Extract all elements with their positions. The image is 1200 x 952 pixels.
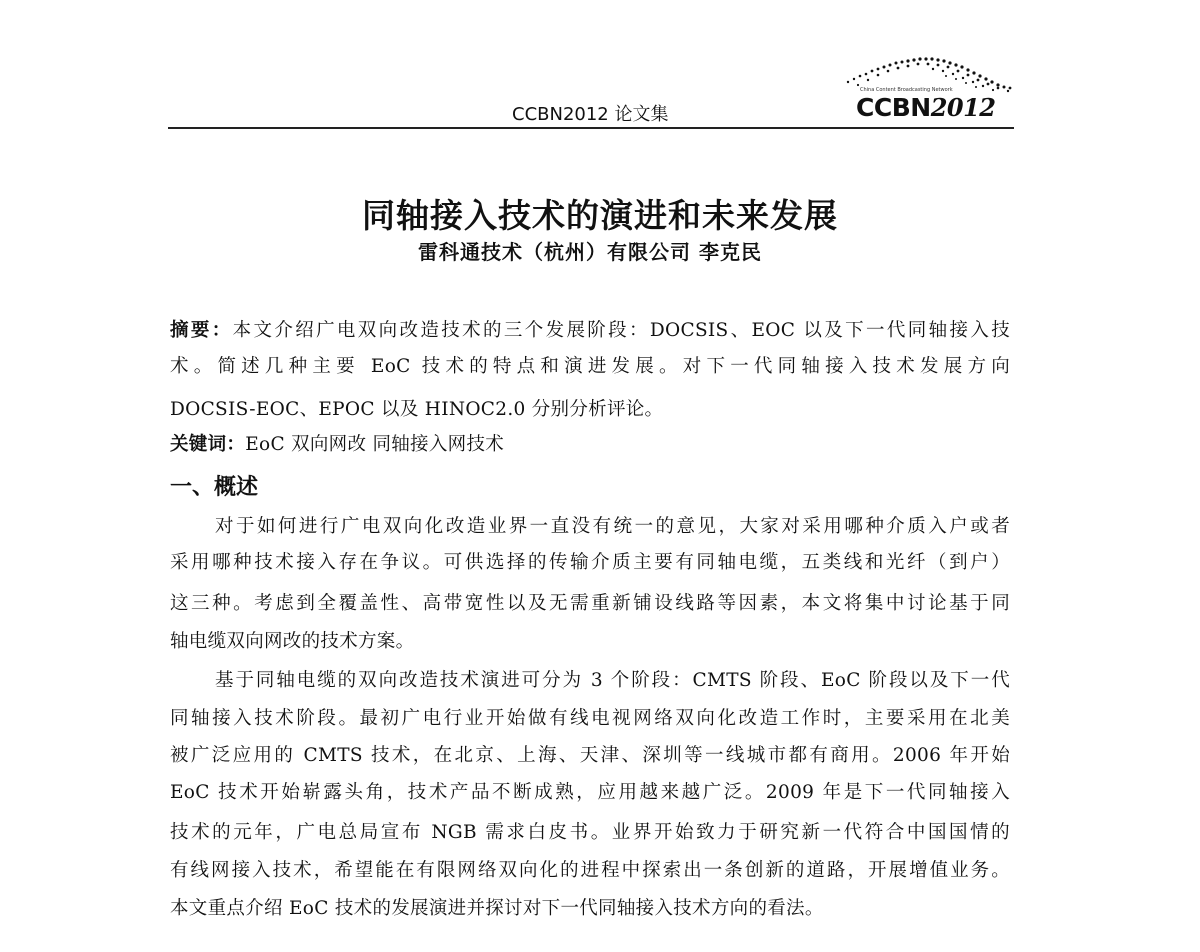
collection-title: CCBN2012 论文集 <box>512 104 669 125</box>
paragraph-line: 轴电缆双向网改的技术方案。 <box>170 631 415 652</box>
logo-year: 2012 <box>930 93 996 122</box>
paragraph-line: 被广泛应用的 CMTS 技术，在北京、上海、天津、深圳等一线城市都有商用。2006 年开始 <box>170 745 1010 766</box>
abstract-line: DOCSIS-EOC、EPOC 以及 HINOC2.0 分别分析评论。 <box>170 399 664 420</box>
paragraph-line: 有线网接入技术，希望能在有限网络双向化的进程中探索出一条创新的道路，开展增值业务。 <box>170 860 1010 881</box>
paragraph-line: 这三种。考虑到全覆盖性、高带宽性以及无需重新铺设线路等因素，本文将集中讨论基于同 <box>170 593 1010 614</box>
keywords-text: EoC 双向网改 同轴接入网技术 <box>245 434 505 455</box>
paragraph-line: 采用哪种技术接入存在争议。可供选择的传输介质主要有同轴电缆，五类线和光纤（到户） <box>170 552 1010 573</box>
paragraph-line: 技术的元年，广电总局宣布 NGB 需求白皮书。业界开始致力于研究新一代符合中国国情的 <box>170 822 1010 843</box>
paragraph-line: EoC 技术开始崭露头角，技术产品不断成熟，应用越来越广泛。2009 年是下一代同轴接入 <box>170 782 1010 803</box>
abstract-line <box>170 316 1010 342</box>
paragraph-line: 同轴接入技术阶段。最初广电行业开始做有线电视网络双向化改造工作时，主要采用在北美 <box>170 708 1010 729</box>
paragraph-line: 对于如何进行广电双向化改造业界一直没有统一的意见，大家对采用哪种介质入户或者 <box>215 516 1010 537</box>
paragraph-line: 本文重点介绍 EoC 技术的发展演进并探讨对下一代同轴接入技术方向的看法。 <box>170 898 824 919</box>
keywords-label: 关键词： <box>170 434 246 455</box>
header-divider <box>168 127 1014 129</box>
logo-text: CCBN <box>856 93 931 122</box>
paragraph-line: 基于同轴电缆的双向改造技术演进可分为 3 个阶段：CMTS 阶段、EoC 阶段以及下一代 <box>215 670 1010 691</box>
ccbn-logo-wordmark <box>856 93 995 122</box>
abstract-label: 摘要： <box>170 320 233 341</box>
paper-author: 雷科通技术（杭州）有限公司 李克民 <box>418 240 762 264</box>
abstract-text: 本文介绍广电双向改造技术的三个发展阶段：DOCSIS、EOC 以及下一代同轴接入技 <box>232 320 1010 341</box>
paper-title: 同轴接入技术的演进和未来发展 <box>362 196 838 235</box>
keywords <box>170 430 504 456</box>
svg-text:China Content Broadcasting Net: China Content Broadcasting Network <box>860 87 953 93</box>
section-heading: 一、概述 <box>170 474 259 500</box>
abstract-line: 术。简述几种主要 EoC 技术的特点和演进发展。对下一代同轴接入技术发展方向 <box>170 356 1010 377</box>
